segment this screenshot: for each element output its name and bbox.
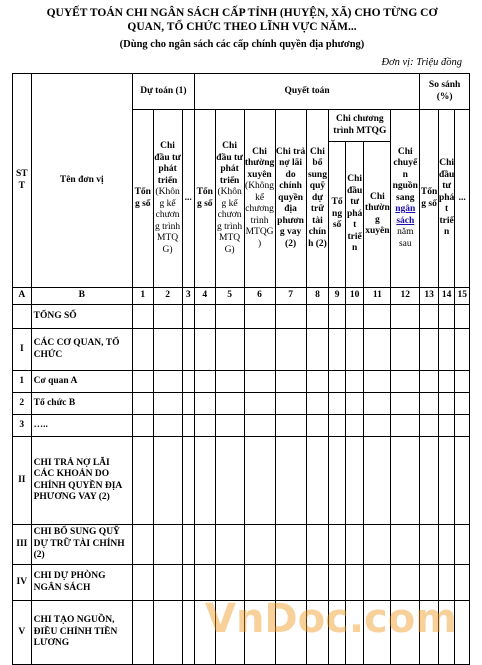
column-index-10: 9 [329,288,346,305]
row-cell [215,415,244,437]
row-cell [306,525,329,565]
column-index-5: 4 [194,288,215,305]
column-index-3: 2 [153,288,182,305]
column-index-1: B [31,288,132,305]
row-cell [182,393,194,415]
row-cell [275,305,306,329]
row-stt: II [13,437,32,525]
row-cell [132,601,153,665]
row-name: CHI TẠO NGUỒN, ĐIỀU CHỈNH TIỀN LƯƠNG [31,601,132,665]
row-cell [364,329,391,371]
column-index-0: A [13,288,32,305]
table-row [13,525,470,565]
row-name: TỔNG SỐ [31,305,132,329]
row-cell [194,371,215,393]
row-cell [153,329,182,371]
header-qt-chi-dtpt: Chi đầu tư phát triển (Không kể chương trình MTQG) [215,110,244,288]
header-du-toan-ellipsis: ... [182,110,194,288]
row-cell [455,601,470,665]
row-cell [215,525,244,565]
header-qt-chi-tx: Chi thường xuyên (Không kể chương trình MTQG) [244,110,275,288]
row-cell [438,371,455,393]
table-row [13,415,470,437]
row-cell [132,371,153,393]
row-cell [215,393,244,415]
row-stt: V [13,601,32,665]
row-cell [391,305,420,329]
settlement-table [12,73,470,665]
row-cell [420,415,439,437]
column-index-row [13,288,470,305]
row-cell [455,415,470,437]
row-cell [275,329,306,371]
row-name: ….. [31,415,132,437]
row-cell [438,329,455,371]
header-ss-ellipsis: ... [455,110,470,288]
row-cell [132,525,153,565]
row-cell [438,415,455,437]
row-cell [306,329,329,371]
row-cell [132,393,153,415]
column-index-9: 8 [306,288,329,305]
header-du-toan: Dự toán (1) [132,74,194,110]
row-cell [275,415,306,437]
row-cell [153,437,182,525]
row-cell [215,437,244,525]
row-cell [329,329,346,371]
document-title [14,6,470,34]
row-cell [345,437,364,525]
row-cell [153,371,182,393]
row-name: CÁC CƠ QUAN, TỔ CHỨC [31,329,132,371]
row-cell [153,601,182,665]
document-subtitle: (Dùng cho ngân sách các cấp chính quyền địa phương) [119,39,365,50]
row-stt: 1 [13,371,32,393]
row-cell [420,525,439,565]
row-stt: 2 [13,393,32,415]
row-cell [455,329,470,371]
header-qt-chi-ctmtqg: Chi chương trình MTQG [329,110,391,142]
header-du-toan-tong-so: Tổng số [132,110,153,288]
title-line-2: QUAN, TỔ CHỨC THEO LĨNH VỰC NĂM... [127,21,357,33]
row-cell [364,437,391,525]
row-cell [345,393,364,415]
row-cell [364,525,391,565]
row-stt: 3 [13,415,32,437]
table-row [13,305,470,329]
header-qt-chi-bo-sung: Chi bổ sung quỹ dự trữ tài chính (2) [306,110,329,288]
row-cell [153,393,182,415]
row-cell [182,415,194,437]
row-cell [244,415,275,437]
row-cell [153,525,182,565]
row-cell [420,371,439,393]
row-cell [215,329,244,371]
header-ctmtqg-chi-tx: Chi thường xuyên [364,142,391,288]
row-cell [182,305,194,329]
row-cell [391,415,420,437]
row-cell [244,371,275,393]
vndoc-watermark: VnDoc.com [205,596,457,642]
header-qt-chi-chuyen-nguon: Chi chuyển nguồn sang ngân sách năm sau [391,110,420,288]
row-cell [306,305,329,329]
column-index-16: 15 [455,288,470,305]
row-cell [182,371,194,393]
header-ctmtqg-chi-dtpt: Chi đầu tư phát triển [345,142,364,288]
row-cell [420,393,439,415]
row-name: Tổ chức B [31,393,132,415]
header-stt: STT [13,74,32,288]
table-row [13,437,470,525]
column-index-13: 12 [391,288,420,305]
row-cell [132,437,153,525]
row-cell [345,371,364,393]
row-cell [275,393,306,415]
row-cell [455,437,470,525]
header-qt-tong-so: Tổng số [194,110,215,288]
row-cell [275,525,306,565]
row-stt [13,305,32,329]
column-index-8: 7 [275,288,306,305]
row-cell [438,437,455,525]
row-cell [329,437,346,525]
row-name: CHI BỔ SUNG QUỸ DỰ TRỮ TÀI CHÍNH (2) [31,525,132,565]
row-stt: IV [13,565,32,601]
column-index-14: 13 [420,288,439,305]
header-name: Tên đơn vị [31,74,132,288]
row-stt: III [13,525,32,565]
row-cell [455,525,470,565]
row-name: CHI DỰ PHÒNG NGÂN SÁCH [31,565,132,601]
row-cell [244,329,275,371]
row-cell [455,393,470,415]
row-cell [420,437,439,525]
row-cell [306,393,329,415]
header-so-sanh: So sánh (%) [420,74,470,110]
column-index-12: 11 [364,288,391,305]
row-cell [345,415,364,437]
row-cell [391,525,420,565]
row-cell [153,305,182,329]
row-cell [391,371,420,393]
header-quyet-toan: Quyết toán [194,74,419,110]
row-cell [306,437,329,525]
column-index-2: 1 [132,288,153,305]
table-row [13,329,470,371]
header-ss-chi-dtpt: Chi đầu tư phát triển [438,110,455,288]
row-cell [364,393,391,415]
row-cell [182,565,194,601]
ngan-sach-link[interactable]: ngân sách [395,204,416,226]
row-cell [153,415,182,437]
row-cell [391,393,420,415]
row-cell [182,525,194,565]
row-cell [345,329,364,371]
row-cell [244,393,275,415]
row-cell [329,371,346,393]
column-index-4: 3 [182,288,194,305]
row-cell [194,437,215,525]
row-cell [275,371,306,393]
row-cell [132,415,153,437]
table-row [13,371,470,393]
title-line-1: QUYẾT TOÁN CHI NGÂN SÁCH CẤP TỈNH (HUYỆN, XÃ) CHO TỪNG CƠ [46,7,438,19]
row-cell [455,565,470,601]
row-cell [182,601,194,665]
row-cell [132,305,153,329]
row-cell [194,525,215,565]
row-cell [420,305,439,329]
row-cell [329,305,346,329]
row-name: Cơ quan A [31,371,132,393]
row-cell [215,305,244,329]
row-cell [182,329,194,371]
row-cell [420,329,439,371]
row-cell [215,371,244,393]
unit-label: Đơn vị: Triệu đồng [381,57,462,68]
header-ctmtqg-tong-so: Tổng số [329,142,346,288]
row-cell [329,393,346,415]
row-cell [244,437,275,525]
row-cell [391,437,420,525]
row-cell [438,305,455,329]
row-cell [306,371,329,393]
row-cell [244,305,275,329]
row-cell [364,305,391,329]
column-index-15: 14 [438,288,455,305]
column-index-7: 6 [244,288,275,305]
row-name: CHI TRẢ NỢ LÃI CÁC KHOẢN DO CHÍNH QUYỀN ĐỊA PHƯƠNG VAY (2) [31,437,132,525]
row-cell [345,305,364,329]
row-cell [194,393,215,415]
row-cell [132,329,153,371]
row-stt: I [13,329,32,371]
header-du-toan-chi-dtpt: Chi đầu tư phát triển (Không kể chương trình MTQG) [153,110,182,288]
column-index-11: 10 [345,288,364,305]
row-cell [364,415,391,437]
row-cell [194,329,215,371]
row-cell [132,565,153,601]
row-cell [194,415,215,437]
row-cell [391,329,420,371]
row-cell [345,525,364,565]
row-cell [329,415,346,437]
row-cell [306,415,329,437]
row-cell [438,393,455,415]
row-cell [244,525,275,565]
row-cell [455,371,470,393]
row-cell [182,437,194,525]
row-cell [438,525,455,565]
row-cell [455,305,470,329]
row-cell [153,565,182,601]
table-row [13,393,470,415]
row-cell [275,437,306,525]
column-index-6: 5 [215,288,244,305]
row-cell [329,525,346,565]
header-qt-chi-tra-no: Chi trả nợ lãi do chính quyền địa phương vay (2) [275,110,306,288]
row-cell [194,305,215,329]
row-cell [364,371,391,393]
header-ss-tong-so: Tổng số [420,110,439,288]
